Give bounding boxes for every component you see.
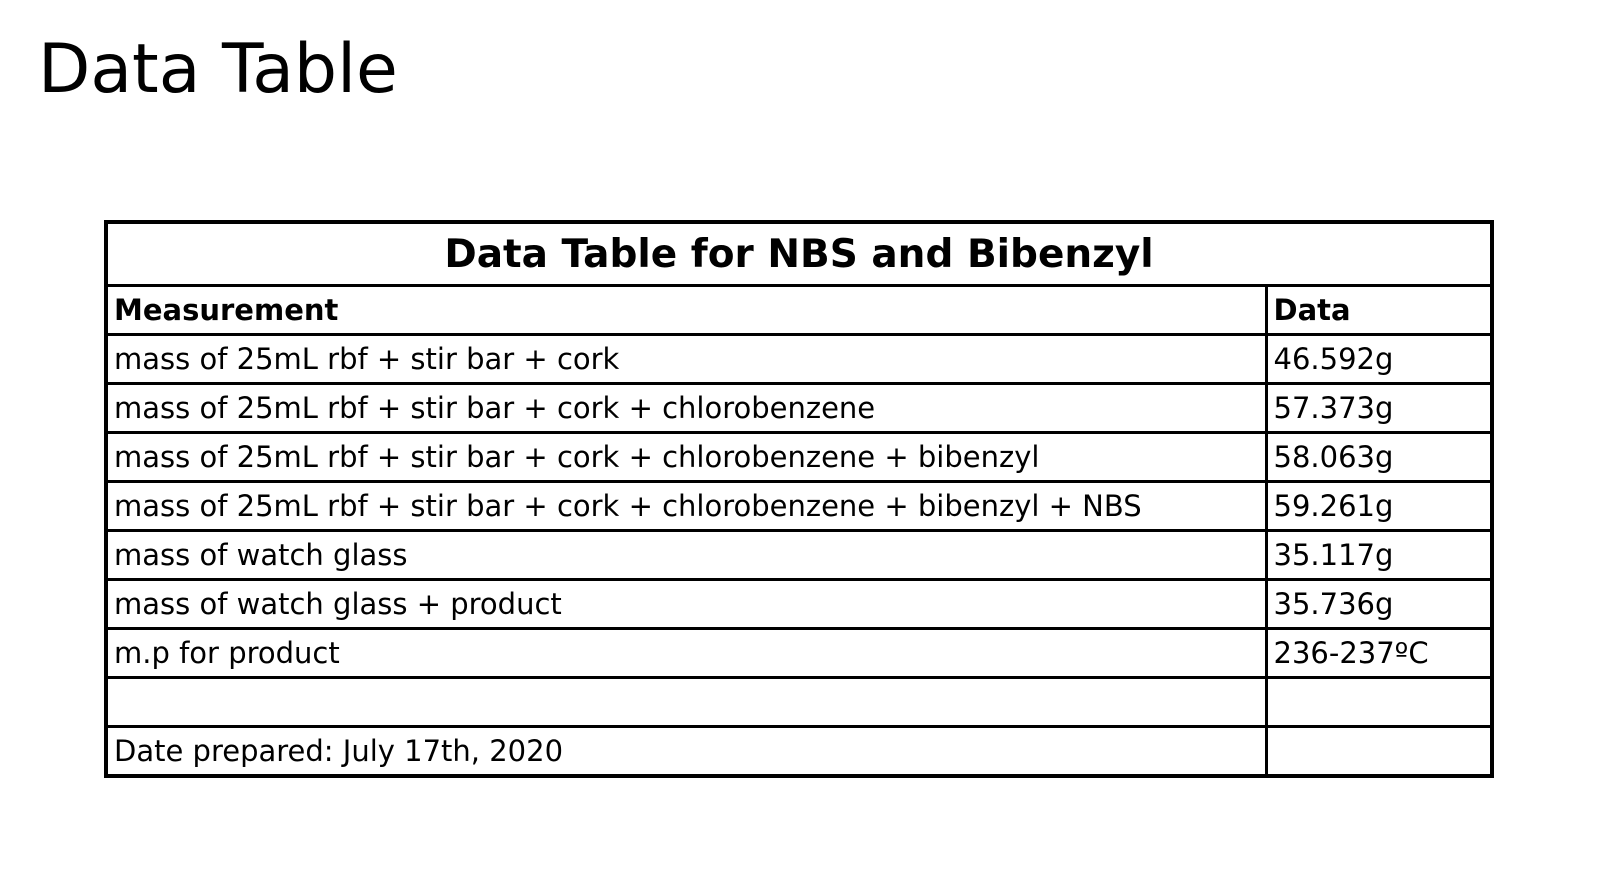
table-row	[106, 433, 1492, 482]
data-cell: 59.261g	[1266, 482, 1492, 531]
date-prepared-cell: Date prepared: July 17th, 2020	[106, 727, 1266, 777]
data-cell	[1266, 678, 1492, 727]
data-cell: 58.063g	[1266, 433, 1492, 482]
table-row-empty	[106, 678, 1492, 727]
table-row	[106, 482, 1492, 531]
measurement-cell: mass of 25mL rbf + stir bar + cork + chlorobenzene	[106, 384, 1266, 433]
header-data: Data	[1266, 286, 1492, 335]
measurement-cell: mass of 25mL rbf + stir bar + cork	[106, 335, 1266, 384]
measurement-cell: mass of 25mL rbf + stir bar + cork + chlorobenzene + bibenzyl + NBS	[106, 482, 1266, 531]
data-cell: 35.117g	[1266, 531, 1492, 580]
data-cell: 46.592g	[1266, 335, 1492, 384]
table-row	[106, 629, 1492, 678]
measurement-cell: mass of watch glass	[106, 531, 1266, 580]
data-cell	[1266, 727, 1492, 777]
measurement-cell: m.p for product	[106, 629, 1266, 678]
measurement-cell: mass of 25mL rbf + stir bar + cork + chlorobenzene + bibenzyl	[106, 433, 1266, 482]
data-cell: 57.373g	[1266, 384, 1492, 433]
measurement-cell	[106, 678, 1266, 727]
page-title: Data Table	[38, 30, 398, 109]
table-caption: Data Table for NBS and Bibenzyl	[106, 222, 1492, 286]
measurement-cell: mass of watch glass + product	[106, 580, 1266, 629]
table-caption-row	[106, 222, 1492, 286]
table-row	[106, 384, 1492, 433]
data-cell: 35.736g	[1266, 580, 1492, 629]
header-measurement: Measurement	[106, 286, 1266, 335]
table-row-date	[106, 727, 1492, 777]
table-row	[106, 580, 1492, 629]
table-header-row	[106, 286, 1492, 335]
table-row	[106, 335, 1492, 384]
data-cell: 236-237ºC	[1266, 629, 1492, 678]
data-table	[104, 220, 1494, 778]
table-row	[106, 531, 1492, 580]
